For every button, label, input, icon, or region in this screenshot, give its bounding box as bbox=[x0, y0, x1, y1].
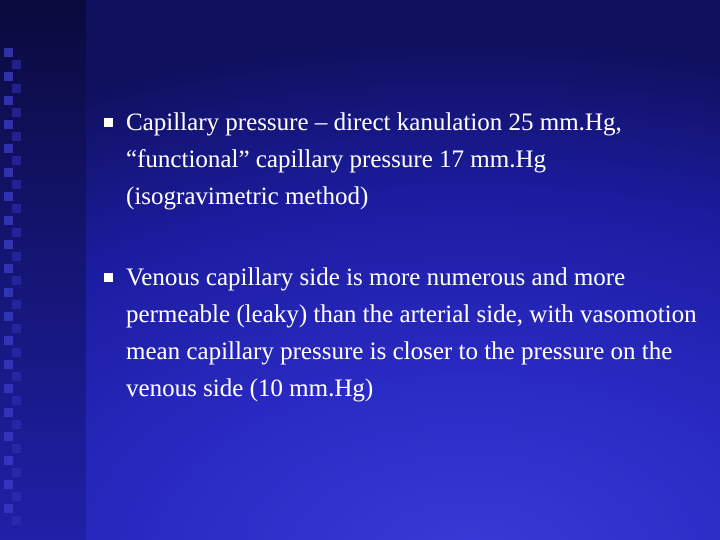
decorative-square bbox=[4, 504, 13, 513]
decorative-square bbox=[4, 48, 13, 57]
bullet-item-venous-capillary-side bbox=[104, 259, 704, 407]
decorative-square bbox=[4, 384, 13, 393]
decorative-square bbox=[12, 444, 21, 453]
decorative-square bbox=[12, 132, 21, 141]
decorative-square bbox=[4, 120, 13, 129]
decorative-square bbox=[4, 288, 13, 297]
decorative-square bbox=[12, 396, 21, 405]
decorative-square bbox=[4, 168, 13, 177]
decorative-square bbox=[12, 372, 21, 381]
decorative-square bbox=[4, 432, 13, 441]
decorative-square bbox=[12, 156, 21, 165]
bullet-text: Venous capillary side is more numerous and more permeable (leaky) than the arterial side, with vasomotion mean capillary pressure is closer to the pressure on the venous side (10 mm.Hg) bbox=[126, 264, 697, 402]
decorative-square bbox=[12, 516, 21, 525]
decorative-square bbox=[12, 468, 21, 477]
decorative-square bbox=[12, 492, 21, 501]
decorative-square bbox=[4, 480, 13, 489]
decorative-square bbox=[4, 144, 13, 153]
bullet-text: Capillary pressure – direct kanulation 25 mm.Hg, “functional” capillary pressure 17 mm.Hg (isogravimetric method) bbox=[126, 109, 622, 210]
square-bullet-icon bbox=[104, 118, 113, 127]
decorative-square bbox=[4, 216, 13, 225]
decorative-square bbox=[4, 192, 13, 201]
decorative-square bbox=[12, 228, 21, 237]
decorative-square bbox=[4, 408, 13, 417]
decorative-square bbox=[12, 324, 21, 333]
left-decorative-band bbox=[0, 0, 86, 540]
decorative-square bbox=[12, 348, 21, 357]
decorative-square bbox=[4, 264, 13, 273]
decorative-square bbox=[4, 336, 13, 345]
decorative-square bbox=[4, 240, 13, 249]
decorative-square bbox=[12, 180, 21, 189]
decorative-square bbox=[12, 204, 21, 213]
decorative-square bbox=[4, 96, 13, 105]
decorative-square bbox=[4, 72, 13, 81]
decorative-square-column bbox=[4, 48, 22, 540]
square-bullet-icon bbox=[104, 273, 113, 282]
slide-content bbox=[104, 104, 704, 407]
decorative-square bbox=[12, 60, 21, 69]
decorative-square bbox=[4, 360, 13, 369]
decorative-square bbox=[4, 456, 13, 465]
decorative-square bbox=[12, 84, 21, 93]
decorative-square bbox=[12, 276, 21, 285]
decorative-square bbox=[12, 108, 21, 117]
bullet-item-capillary-pressure bbox=[104, 104, 704, 215]
decorative-square bbox=[12, 252, 21, 261]
decorative-square bbox=[12, 300, 21, 309]
decorative-square bbox=[12, 420, 21, 429]
decorative-square bbox=[4, 312, 13, 321]
